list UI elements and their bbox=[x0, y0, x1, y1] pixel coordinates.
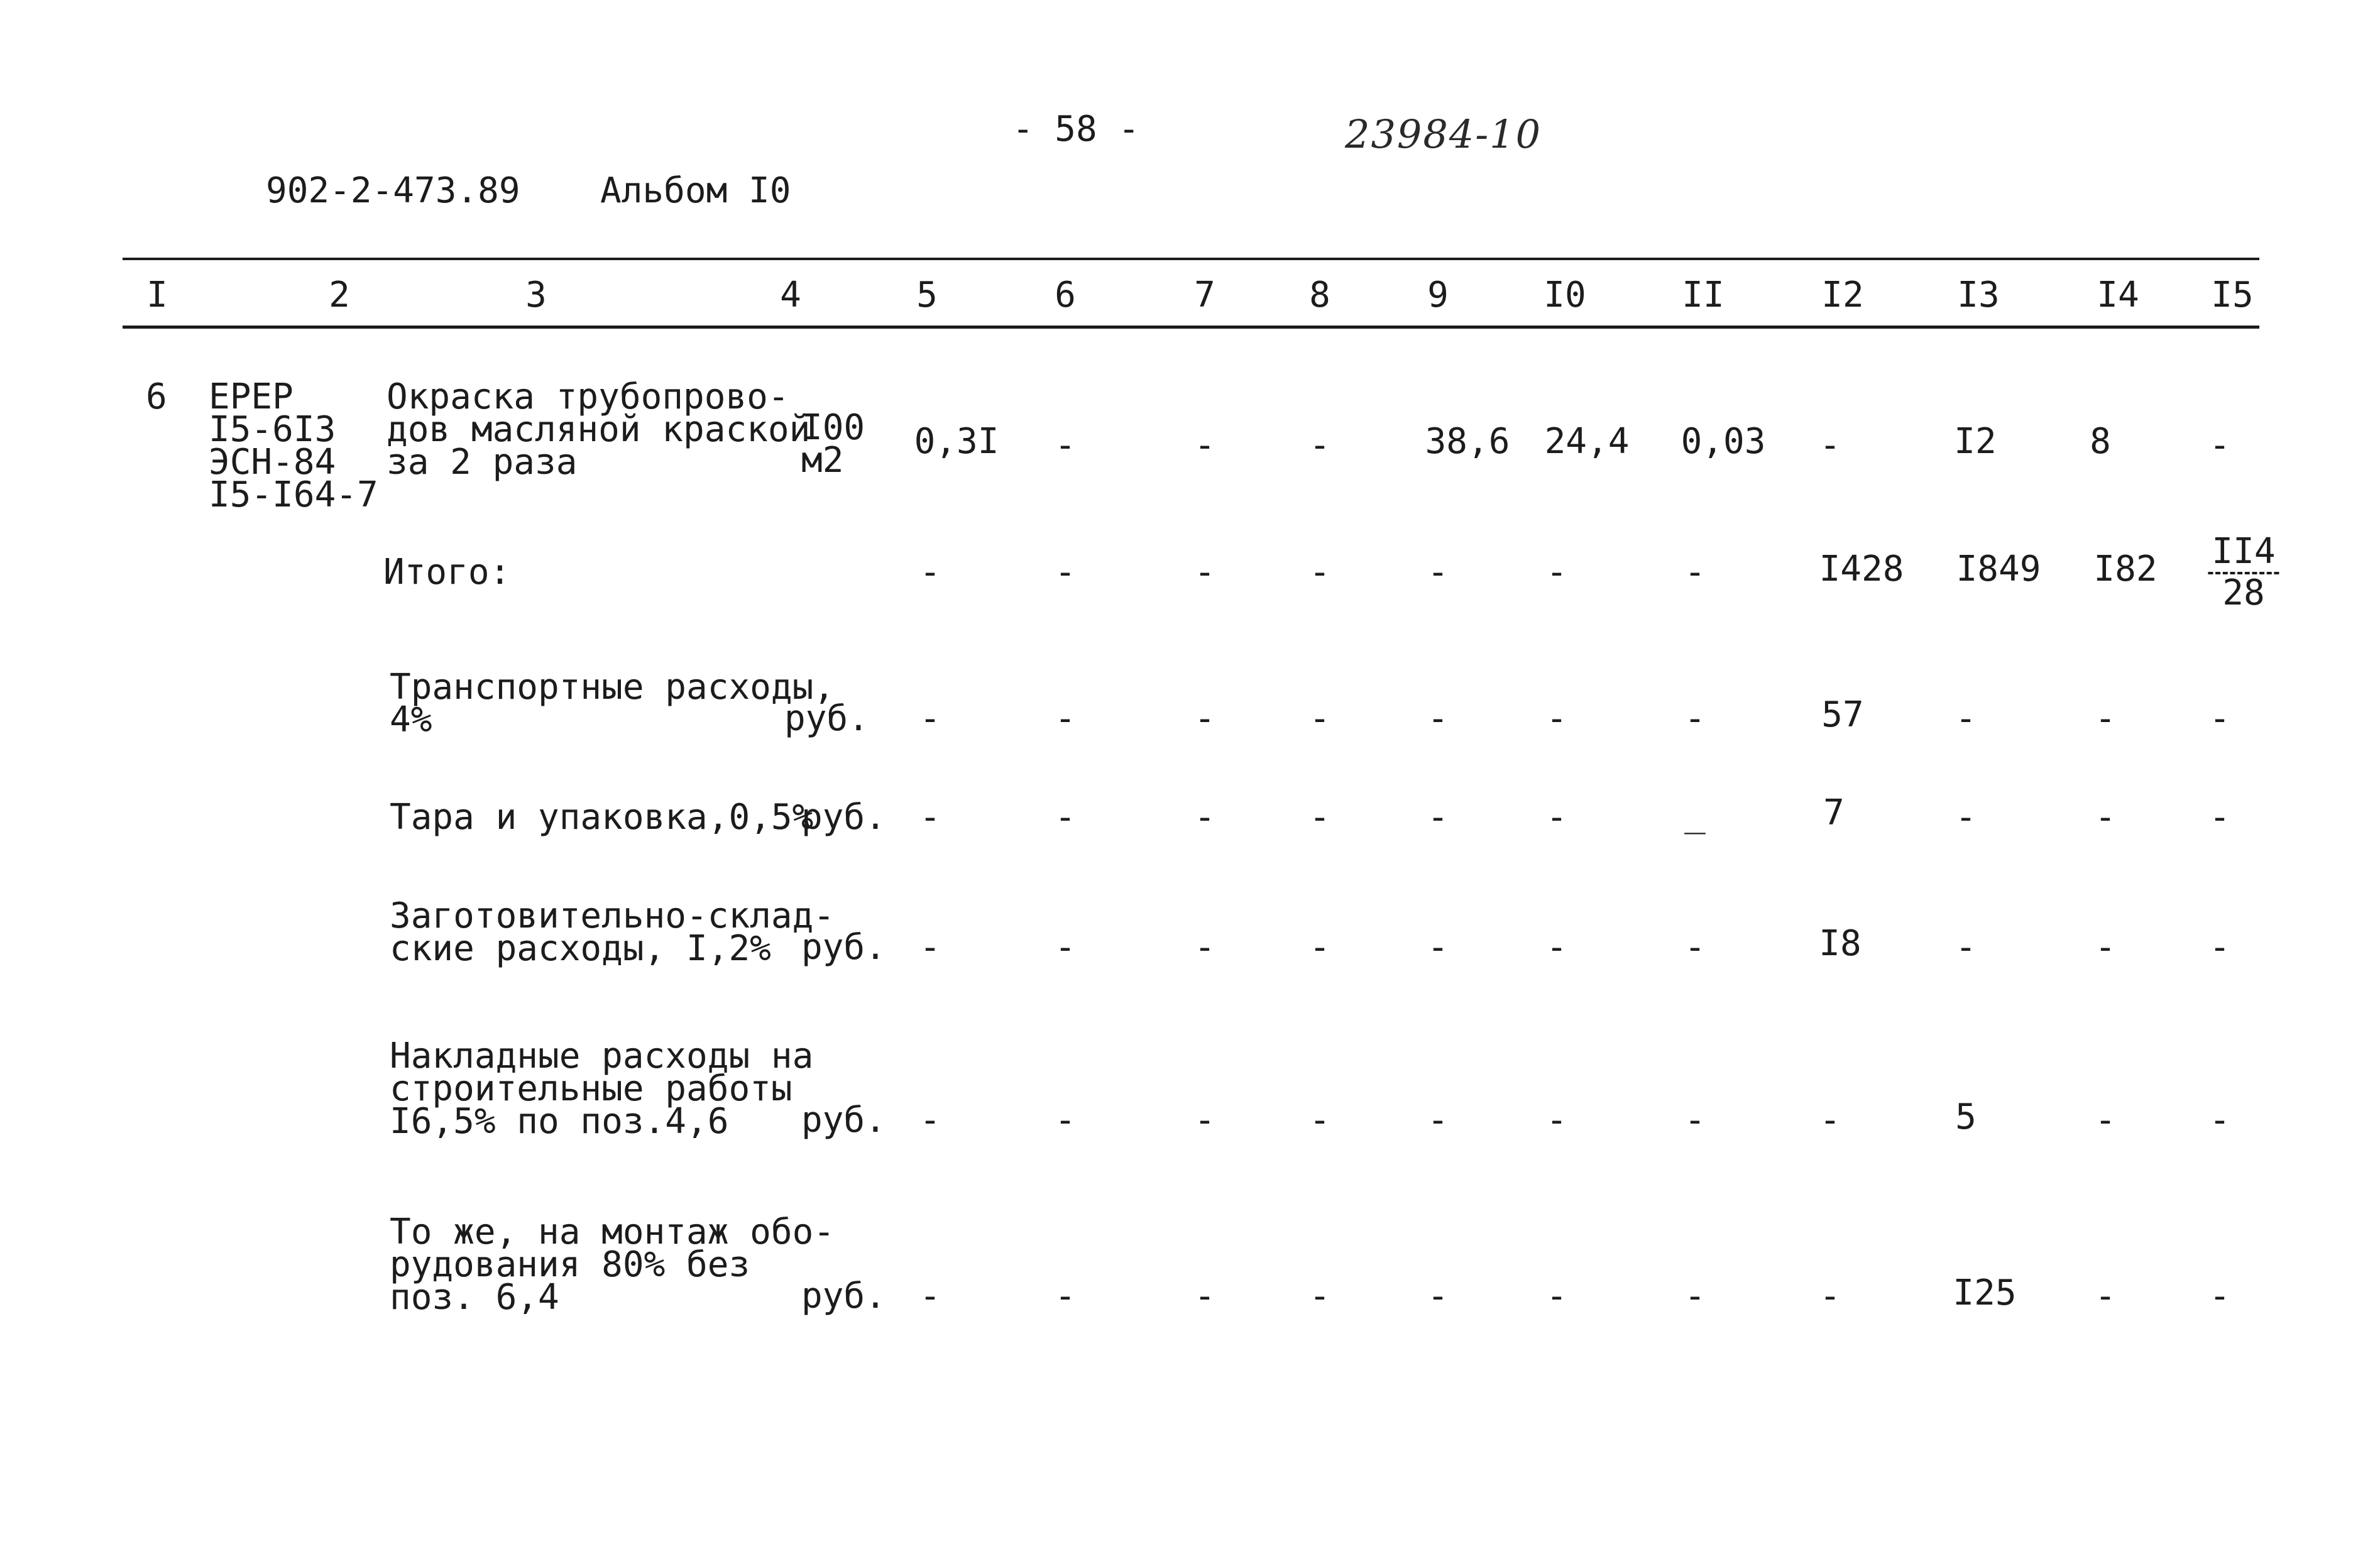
cell-col10: - bbox=[1546, 698, 1567, 739]
cell-col11: - bbox=[1684, 698, 1706, 739]
cell-col8: - bbox=[1309, 797, 1330, 838]
cell-col6: - bbox=[1055, 797, 1076, 838]
cell-col9: - bbox=[1427, 1100, 1449, 1141]
cell-col7: - bbox=[1194, 1100, 1215, 1141]
cell-col13: - bbox=[1955, 698, 1977, 739]
row-label: Итого: bbox=[383, 552, 511, 593]
cell-col14: - bbox=[2095, 927, 2116, 968]
document-code: 902-2-473.89 bbox=[266, 170, 520, 211]
cell-col8: - bbox=[1309, 1276, 1330, 1317]
row-unit: руб. bbox=[784, 698, 869, 739]
row-unit: руб. bbox=[801, 1276, 886, 1317]
column-header: I4 bbox=[2097, 275, 2139, 315]
table-top-rule bbox=[123, 258, 2259, 260]
fraction-numerator: II4 bbox=[2208, 535, 2279, 574]
cell-col6: - bbox=[1055, 552, 1076, 593]
cell-col12: - bbox=[1819, 425, 1841, 466]
column-header: 7 bbox=[1194, 275, 1215, 315]
position-number: 6 bbox=[146, 376, 167, 417]
column-header: 9 bbox=[1427, 275, 1449, 315]
row-unit: руб. bbox=[801, 797, 886, 838]
cell-col11: - bbox=[1684, 552, 1706, 593]
cell-col5: - bbox=[919, 1100, 941, 1141]
cell-col9: - bbox=[1427, 927, 1449, 968]
cell-col7: - bbox=[1194, 425, 1215, 466]
cell-col5: - bbox=[919, 797, 941, 838]
row-label: То же, на монтаж обо- рудования 80% без поз. 6,4 bbox=[390, 1212, 835, 1318]
cell-col5: 0,3I bbox=[914, 421, 999, 462]
cell-col9: - bbox=[1427, 698, 1449, 739]
work-description: Окраска трубопрово- дов масляной краской за 2 раза bbox=[387, 376, 811, 483]
cell-col12: I428 bbox=[1819, 549, 1904, 589]
cell-col10: - bbox=[1546, 1100, 1567, 1141]
cell-col7: - bbox=[1194, 1276, 1215, 1317]
table-header-rule bbox=[123, 326, 2259, 329]
cell-col15: - bbox=[2209, 698, 2230, 739]
row-label: Транспортные расходы, 4% bbox=[390, 667, 835, 740]
cell-col8: - bbox=[1309, 425, 1330, 466]
cell-col7: - bbox=[1194, 927, 1215, 968]
cell-col14: 8 bbox=[2090, 421, 2111, 462]
column-header: 3 bbox=[525, 275, 547, 315]
cell-col12: - bbox=[1819, 1100, 1841, 1141]
cell-col14: - bbox=[2095, 698, 2116, 739]
cell-col13: I849 bbox=[1956, 549, 2041, 589]
cell-col13: 5 bbox=[1955, 1097, 1977, 1137]
cell-col6: - bbox=[1055, 425, 1076, 466]
cell-col11: 0,03 bbox=[1681, 421, 1766, 462]
cell-col12: - bbox=[1819, 1276, 1841, 1317]
cell-col8: - bbox=[1309, 698, 1330, 739]
cell-col12: 57 bbox=[1821, 694, 1864, 735]
column-header: I bbox=[146, 275, 168, 315]
cell-col12: I8 bbox=[1819, 923, 1862, 964]
cell-col15: - bbox=[2209, 425, 2230, 466]
cell-col6: - bbox=[1055, 927, 1076, 968]
cell-col9: - bbox=[1427, 552, 1449, 593]
cell-col8: - bbox=[1309, 927, 1330, 968]
column-header: I3 bbox=[1957, 275, 2000, 315]
column-header: 4 bbox=[780, 275, 801, 315]
cell-col8: - bbox=[1309, 1100, 1330, 1141]
cell-col15-fraction bbox=[2208, 531, 2279, 613]
cell-col7: - bbox=[1194, 797, 1215, 838]
cell-col5: - bbox=[919, 552, 941, 593]
cell-col15: - bbox=[2209, 797, 2230, 838]
row-label: Заготовительно-склад- ские расходы, I,2% bbox=[390, 895, 835, 969]
column-header: I0 bbox=[1544, 275, 1586, 315]
cell-col5: - bbox=[919, 927, 941, 968]
cell-col13: I2 bbox=[1954, 421, 1997, 462]
column-header: 6 bbox=[1055, 275, 1076, 315]
cell-col11: _ bbox=[1684, 794, 1706, 835]
cell-col14: - bbox=[2095, 1100, 2116, 1141]
cell-col10: - bbox=[1546, 552, 1567, 593]
cell-col9: - bbox=[1427, 797, 1449, 838]
column-header: I5 bbox=[2211, 275, 2254, 315]
handwritten-reference: 23984-10 bbox=[1345, 111, 1542, 157]
cell-col14: - bbox=[2095, 1276, 2116, 1317]
row-label: Тара и упаковка,0,5% bbox=[390, 797, 814, 838]
cell-col14: - bbox=[2095, 797, 2116, 838]
cell-col9: 38,6 bbox=[1425, 421, 1510, 462]
cell-col15: - bbox=[2209, 1100, 2230, 1141]
cell-col11: - bbox=[1684, 1100, 1706, 1141]
cell-col13: - bbox=[1955, 797, 1977, 838]
cell-col7: - bbox=[1194, 552, 1215, 593]
cell-col10: - bbox=[1546, 797, 1567, 838]
cell-col11: - bbox=[1684, 927, 1706, 968]
cell-col15: - bbox=[2209, 927, 2230, 968]
measure-unit: I00 м2 bbox=[801, 407, 865, 481]
cell-col9: - bbox=[1427, 1276, 1449, 1317]
column-header: 2 bbox=[329, 275, 350, 315]
cell-col14: I82 bbox=[2093, 549, 2158, 589]
column-header: 8 bbox=[1309, 275, 1330, 315]
cell-col12: 7 bbox=[1823, 792, 1845, 833]
cell-col6: - bbox=[1055, 698, 1076, 739]
page-number: - 58 - bbox=[1012, 109, 1140, 150]
column-header: II bbox=[1682, 275, 1725, 315]
cell-col11: - bbox=[1684, 1276, 1706, 1317]
rate-code: ЕРЕР I5-6I3 ЭСН-84 I5-I64-7 bbox=[209, 376, 378, 515]
cell-col10: 24,4 bbox=[1544, 421, 1630, 462]
row-label: Накладные расходы на строительные работы I6,5% по поз.4,6 bbox=[390, 1036, 814, 1142]
cell-col15: - bbox=[2209, 1276, 2230, 1317]
column-header: I2 bbox=[1821, 275, 1864, 315]
cell-col5: - bbox=[919, 1276, 941, 1317]
row-unit: руб. bbox=[801, 1100, 886, 1141]
cell-col13: I25 bbox=[1953, 1273, 2017, 1313]
cell-col10: - bbox=[1546, 1276, 1567, 1317]
cell-col5: - bbox=[919, 698, 941, 739]
cell-col7: - bbox=[1194, 698, 1215, 739]
cell-col8: - bbox=[1309, 552, 1330, 593]
column-header: 5 bbox=[916, 275, 938, 315]
cell-col13: - bbox=[1955, 927, 1977, 968]
album-label: Альбом I0 bbox=[600, 170, 791, 211]
row-unit: руб. bbox=[801, 927, 886, 968]
cell-col10: - bbox=[1546, 927, 1567, 968]
cell-col6: - bbox=[1055, 1100, 1076, 1141]
fraction-denominator: 28 bbox=[2222, 572, 2265, 613]
cell-col6: - bbox=[1055, 1276, 1076, 1317]
